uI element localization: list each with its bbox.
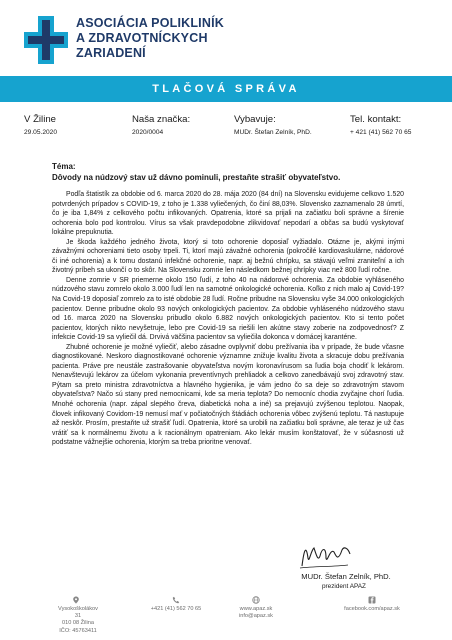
footer-email-link[interactable]: info@apaz.sk: [239, 613, 273, 620]
meta-label: Vybavuje:: [234, 114, 276, 125]
apaz-logo-icon: [24, 16, 68, 64]
meta-label: Naša značka:: [132, 114, 191, 125]
topic-label: Téma:: [52, 162, 76, 171]
phone-icon: [172, 596, 180, 604]
topic-block: [52, 162, 404, 183]
organization-name-line: A ZDRAVOTNÍCKYCH: [76, 31, 208, 45]
meta-label: V Žiline: [24, 114, 56, 125]
organization-name-line: ZARIADENÍ: [76, 46, 146, 60]
meta-reference: [132, 114, 190, 138]
meta-value: + 421 (41) 562 70 65: [350, 129, 412, 136]
page-footer: [0, 596, 452, 636]
footer-address-line: IČO: 45763411: [59, 627, 97, 634]
meta-place-date: [24, 114, 57, 138]
globe-icon: [252, 596, 260, 604]
meta-value: 29.05.2020: [24, 129, 58, 136]
body-paragraph: Je škoda každého jedného života, ktorý si toto ochorenie doposiaľ vyžiadalo. Otázne je, akými inými závažnými ochoreniami tieto osoby trpeli. Ti, ktorí majú závažné ochorenia (pokročilé kardiovaskulárne, nádorové či iné ochorenia) a k tomu dostanú infekčné ochorenie, napr. aj bežnú chrípku, sa stávajú veľmi zraniteľní a ich životný príbeh sa ukončí o to skôr. Na Slovensku zomrie len následkom bežnej chrípky viac než 800 ľudí ročne.: [52, 238, 404, 275]
footer-phone: +421 (41) 562 70 65: [150, 606, 202, 612]
meta-label: Tel. kontakt:: [350, 114, 402, 125]
footer-address-line: Vysokoškolákov 31: [58, 606, 98, 620]
signatory-role: prezident APAZ: [322, 583, 366, 590]
signatory-name: MUDr. Štefan Zelník, PhD.: [301, 572, 391, 581]
organization-name: [76, 16, 224, 61]
footer-web: [234, 606, 278, 620]
meta-value: 2020/0004: [132, 129, 164, 136]
location-pin-icon: [72, 596, 80, 604]
topic-title: Dôvody na núdzový stav už dávno pominuli, prestaňte strašiť obyvateľstvo.: [52, 172, 341, 182]
press-release-body: [52, 190, 404, 448]
document-type-title: TLAČOVÁ SPRÁVA: [152, 83, 300, 95]
handwritten-signature: [296, 540, 352, 572]
footer-website-link[interactable]: www.apaz.sk: [239, 606, 273, 612]
footer-address: [56, 606, 100, 635]
body-paragraph: Zhubné ochorenie je možné vyliečiť, alebo zásadne ovplyvniť dobu prežívania iba v prípade, že bude včasne diagnostikované. Neskoro diagnostikované ochorenie významne znižuje kvalitu života a skracuje dobu prežívania pacienta. Práve pre neustále zastrašovanie obyvateľstva novým koronavírusom sa ľudia boja chodiť k lekárom. Nenavštevujú lekárov za účelom vykonania preventívnych prehliadok a celkovo zanedbávajú svoj zdravotný stav. Pýtam sa preto ministra zdravotníctva a hlavného hygienika, je vám jedno čo sa deje so zdravotným stavom obyvateľstva? Načo sú stany pred nemocnicami, kde sa meria teplota? Do nemocníc chodia zvyčajne chorí ľudia. Mnohé ochorenia (napr. zápal slepého čreva, diabetická noha a iné) sa prejavujú zvýšenou teplotou. Naopak, človek infikovaný Covidom-19 nemusí mať v počiatočných štádiách ochorenia vôbec zvýšenú teplotu. Tá nastupuje až neskôr. Prosím, prestaňte už strašiť ľudí. Opatrenia, ktoré sa urobili na začiatku boli správne, ale teraz je už čas vrátiť sa k normálnemu životu a k racionálnym opatreniam. Ako lekár musím konštatovať, že v súčasnosti už podstatne vážnejšie ochorenia, ktorým sa treba prioritne venovať.: [52, 343, 404, 447]
letterhead: [24, 14, 324, 74]
body-paragraph: Podľa štatistík za obdobie od 6. marca 2020 do 28. mája 2020 (84 dní) na Slovensku evidujeme celkovo 1.520 potvrdených prípadov s COVID-19, z toho je 1.338 vyliečených, čo činí 88,03%. Slovensko zaznamenalo 28 úmrtí, čo je iba 1,84% z celkového počtu infikovaných. Opatrenia, ktoré sa prijali na začiatku boli správne a šírenie ochorenia bolo pod kontrolou. Vírus sa však pravdepodobne zlikvidovať nepodarí a občas sa budú vyskytovať lokálne prepuknutia.: [52, 191, 404, 237]
meta-value: MUDr. Štefan Zelník, PhD.: [234, 129, 312, 136]
facebook-icon: [368, 596, 376, 604]
organization-name-line: ASOCIÁCIA POLIKLINÍK: [76, 16, 224, 30]
footer-facebook-link[interactable]: facebook.com/apaz.sk: [344, 606, 400, 612]
body-paragraph: Denne zomrie v SR priemerne okolo 150 ľudí, z toho 40 na nádorové ochorenia. Za obdobie vyhláseného núdzového stavu zomrelo okolo 3.000 ľudí len na samotné onkologické ochorenia. Koľko z nich malo aj Covid-19? Na Covid-19 doposiaľ zomrelo za to isté obdobie 28 ľudí. Ročne pribudne na Slovensku vyše 34.000 onkologických pacientov. Denne pribudne okolo 93 nových onkologických pacientov. Za obdobie vyhláseného núdzového stavu od 16. marca 2020 na Slovensku pribudlo okolo 6.882 nových onkologických pacientov. Kto si tento počet pacientov, ktorých nikto nevyšetruje, lebo pre Covid-19 sa riešili len akútne stavy zoberie na zodpovednosť? Z infekcie Covid-19 sa vyliečil dá. Drvivá väčšina pacientov sa vyliečila dokonca v domácej karanténe.: [52, 276, 404, 342]
footer-address-line: 010 08 Žilina: [61, 620, 95, 627]
meta-handled-by: [234, 114, 312, 138]
meta-phone: [350, 114, 411, 138]
